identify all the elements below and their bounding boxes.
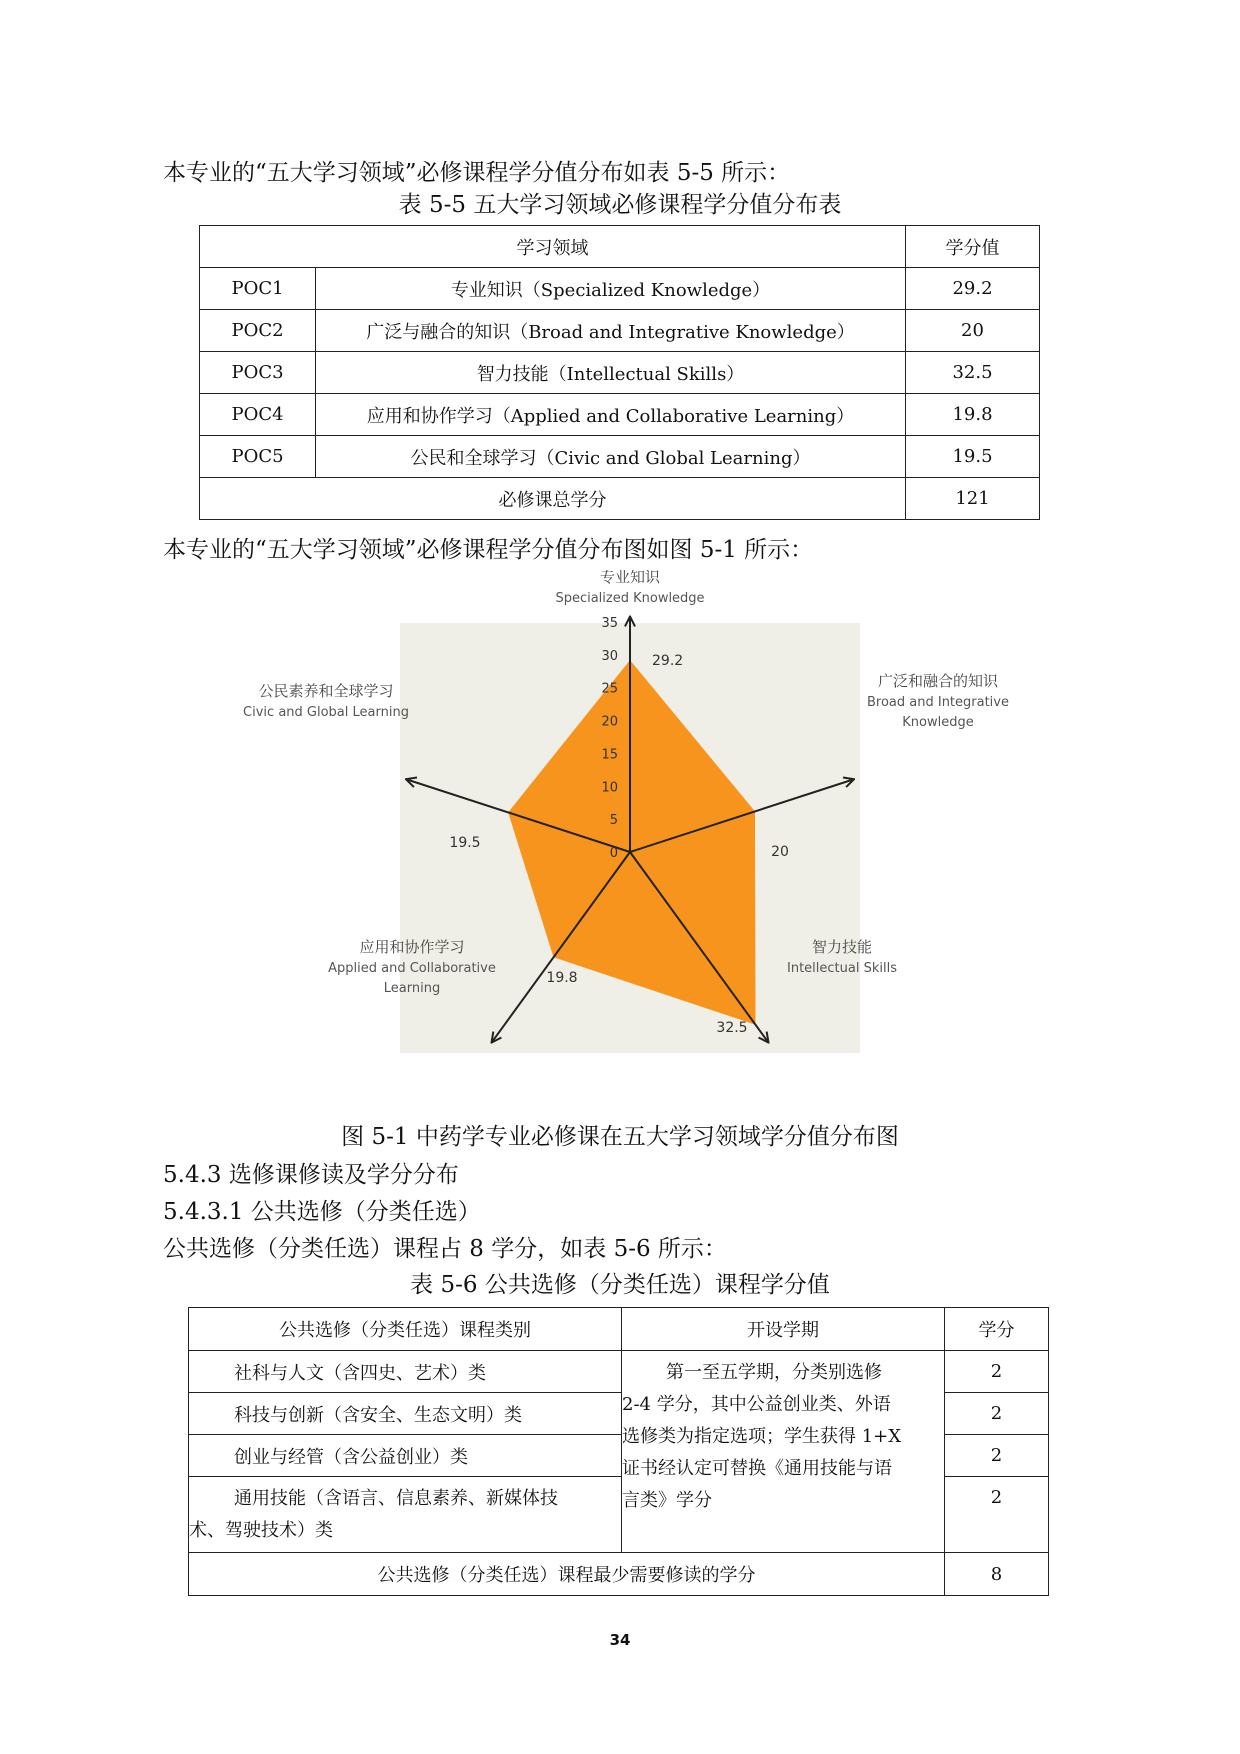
row-category: 社科与人文（含四史、艺术）类 <box>189 1351 622 1393</box>
intro-paragraph-2: 本专业的“五大学习领域”必修课程学分值分布图如图 5-1 所示： <box>163 537 814 563</box>
row-credit: 20 <box>906 310 1040 352</box>
term-line: 选修类为指定选项；学生获得 1+X <box>622 1426 902 1447</box>
table-5-5-caption: 表 5-5 五大学习领域必修课程学分值分布表 <box>398 192 842 218</box>
table-row <box>200 268 1040 310</box>
radar-chart <box>220 570 1020 1110</box>
data-label: 32.5 <box>716 1020 748 1036</box>
table-5-6 <box>188 1307 1049 1596</box>
row-category <box>189 1477 622 1553</box>
table-header-row <box>189 1308 1049 1351</box>
axis-title-zh: 广泛和融合的知识 <box>877 672 999 690</box>
row-credit: 2 <box>945 1351 1049 1393</box>
axis-title-en: Applied and Collaborative <box>328 961 496 976</box>
intro-paragraph-3: 公共选修（分类任选）课程占 8 学分，如表 5-6 所示： <box>163 1236 727 1262</box>
tick-label: 35 <box>601 616 618 631</box>
axis-title-zh: 专业知识 <box>599 570 661 586</box>
row-name: 应用和协作学习（Applied and Collaborative Learning） <box>316 394 906 436</box>
axis-title-zh: 智力技能 <box>811 938 873 956</box>
row-category: 科技与创新（含安全、生态文明）类 <box>189 1393 622 1435</box>
row-code: POC4 <box>200 394 316 436</box>
header-credit: 学分 <box>945 1308 1049 1351</box>
table-row <box>200 394 1040 436</box>
data-label: 20 <box>771 844 789 860</box>
axis-title-en: Knowledge <box>902 715 974 730</box>
row-name: 专业知识（Specialized Knowledge） <box>316 268 906 310</box>
row-credit: 29.2 <box>906 268 1040 310</box>
header-learning-area: 学习领域 <box>200 226 906 268</box>
term-line: 2-4 学分，其中公益创业类、外语 <box>622 1394 891 1415</box>
term-cell <box>622 1351 945 1553</box>
row-category: 创业与经管（含公益创业）类 <box>189 1435 622 1477</box>
term-line: 言类》学分 <box>622 1490 712 1511</box>
tick-label: 5 <box>609 813 618 829</box>
row-code: POC2 <box>200 310 316 352</box>
section-heading-5-4-3-1: 5.4.3.1 公共选修（分类任选） <box>163 1199 481 1225</box>
row-category-line: 通用技能（含语言、信息素养、新媒体技 <box>234 1487 558 1509</box>
row-code: POC1 <box>200 268 316 310</box>
data-label: 29.2 <box>652 653 684 669</box>
tick-label: 25 <box>601 681 618 697</box>
page-number: 34 <box>609 1631 631 1649</box>
intro-paragraph-1: 本专业的“五大学习领域”必修课程学分值分布如表 5-5 所示： <box>163 160 791 186</box>
axis-title-en: Broad and Integrative <box>866 695 1010 710</box>
total-label: 必修课总学分 <box>200 478 906 520</box>
row-credit: 2 <box>945 1435 1049 1477</box>
term-line: 第一至五学期，分类别选修 <box>666 1362 882 1383</box>
tick-label: 15 <box>601 747 618 763</box>
row-name: 公民和全球学习（Civic and Global Learning） <box>316 436 906 478</box>
figure-5-1-caption: 图 5-1 中药学专业必修课在五大学习领域学分值分布图 <box>341 1124 899 1150</box>
tick-label: 30 <box>601 648 618 664</box>
data-label: 19.8 <box>546 970 578 986</box>
table-row <box>189 1351 1049 1393</box>
axis-title-en: Intellectual Skills <box>787 961 897 976</box>
total-label: 公共选修（分类任选）课程最少需要修读的学分 <box>189 1553 945 1596</box>
row-name: 广泛与融合的知识（Broad and Integrative Knowledge） <box>316 310 906 352</box>
axis-title-zh: 应用和协作学习 <box>359 938 465 956</box>
table-header-row <box>200 226 1040 268</box>
row-credit: 19.5 <box>906 436 1040 478</box>
row-credit: 19.8 <box>906 394 1040 436</box>
row-credit: 2 <box>945 1477 1049 1553</box>
table-row <box>200 436 1040 478</box>
row-name: 智力技能（Intellectual Skills） <box>316 352 906 394</box>
table-5-6-caption: 表 5-6 公共选修（分类任选）课程学分值 <box>410 1272 830 1298</box>
row-credit: 32.5 <box>906 352 1040 394</box>
row-category-line: 术、驾驶技术）类 <box>189 1519 333 1541</box>
table-5-5 <box>199 225 1040 520</box>
row-code: POC5 <box>200 436 316 478</box>
total-value: 121 <box>906 478 1040 520</box>
section-heading-5-4-3: 5.4.3 选修课修读及学分分布 <box>163 1162 459 1188</box>
tick-label: 20 <box>601 714 618 730</box>
data-label: 19.5 <box>449 835 481 851</box>
tick-label: 10 <box>601 780 618 796</box>
header-credit: 学分值 <box>906 226 1040 268</box>
axis-title-en: Civic and Global Learning <box>243 705 409 720</box>
table-row <box>200 352 1040 394</box>
total-value: 8 <box>945 1553 1049 1596</box>
axis-title-en: Specialized Knowledge <box>555 591 705 606</box>
tick-label: 0 <box>609 846 618 861</box>
table-row <box>200 310 1040 352</box>
table-total-row <box>189 1553 1049 1596</box>
header-category: 公共选修（分类任选）课程类别 <box>189 1308 622 1351</box>
row-credit: 2 <box>945 1393 1049 1435</box>
table-total-row <box>200 478 1040 520</box>
axis-title-zh: 公民素养和全球学习 <box>258 682 394 700</box>
header-term: 开设学期 <box>622 1308 945 1351</box>
axis-title-en: Learning <box>383 981 441 996</box>
term-line: 证书经认定可替换《通用技能与语 <box>622 1458 892 1479</box>
row-code: POC3 <box>200 352 316 394</box>
